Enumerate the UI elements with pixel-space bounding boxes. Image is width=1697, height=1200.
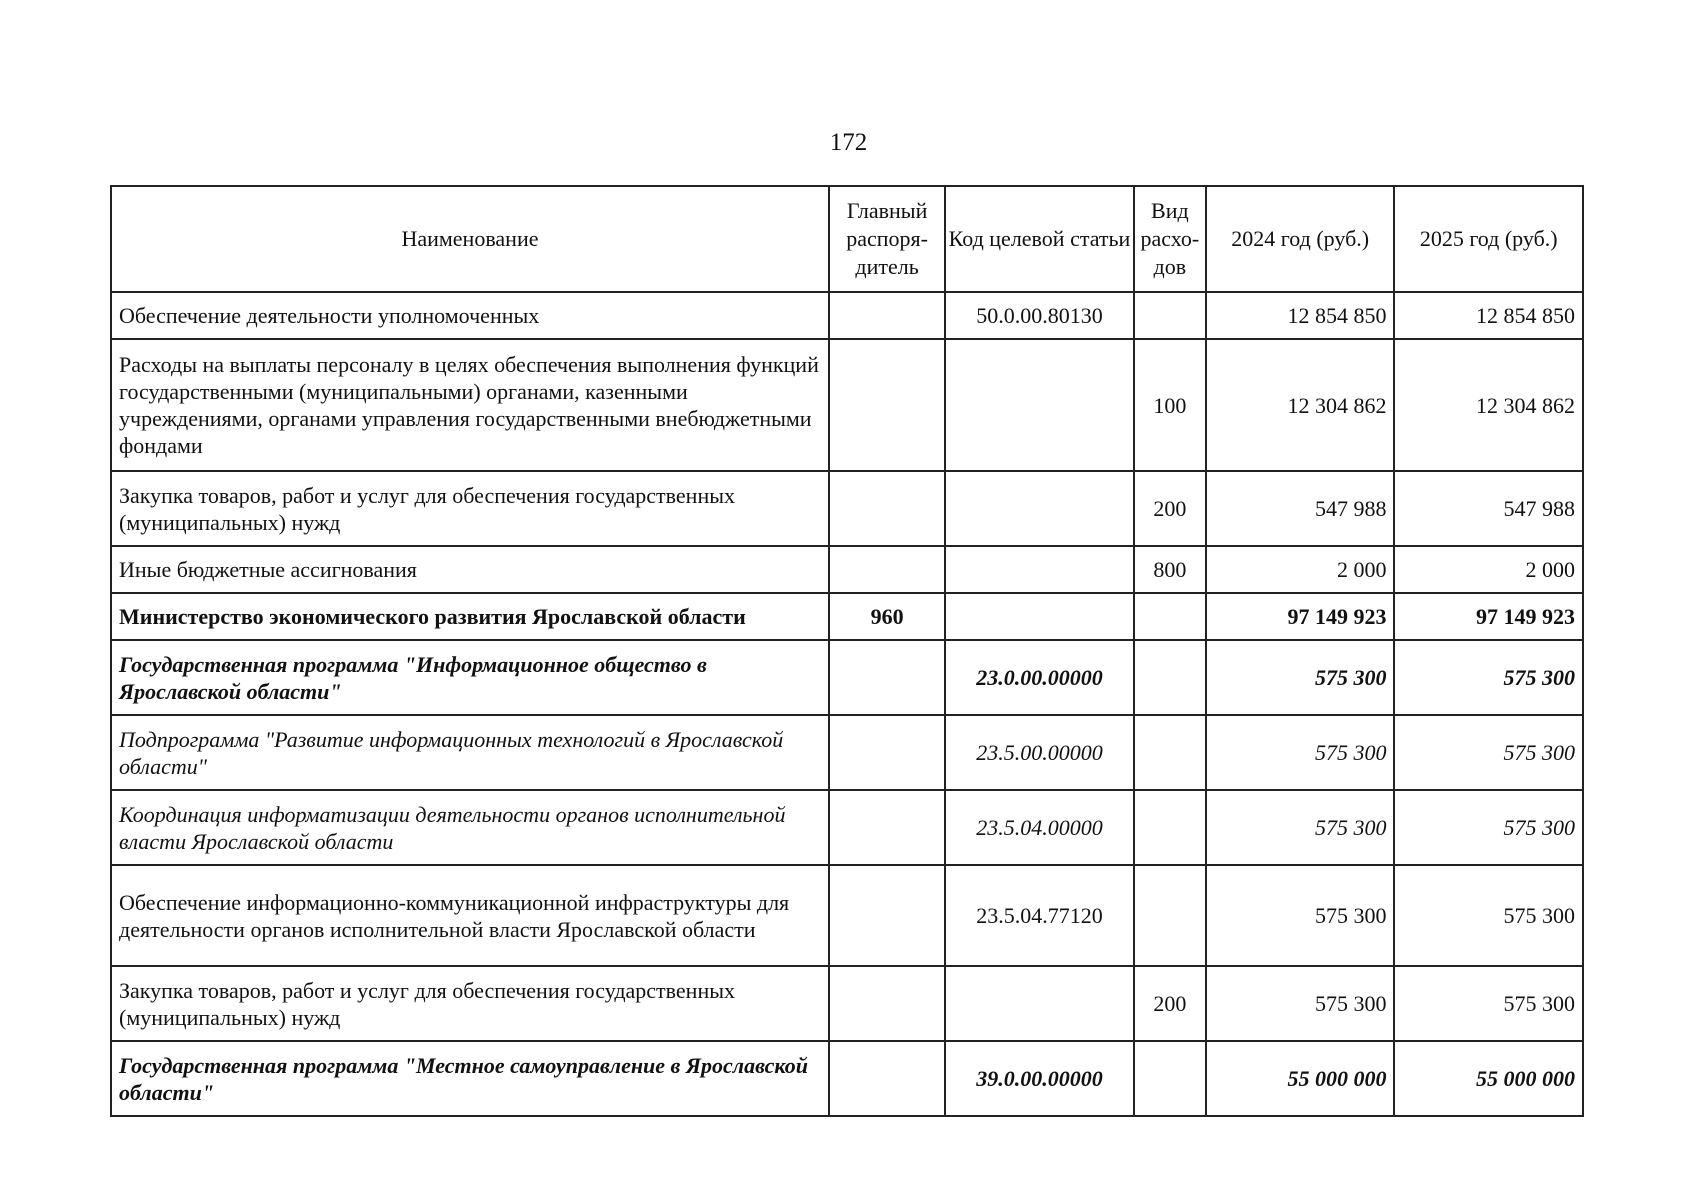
cell-year-2024: 97 149 923 (1206, 593, 1395, 640)
cell-year-2025: 97 149 923 (1394, 593, 1583, 640)
cell-expense-type: 100 (1134, 339, 1206, 471)
cell-year-2025: 575 300 (1394, 790, 1583, 865)
cell-name: Координация информатизации деятельности органов исполнительной власти Ярославской области (111, 790, 829, 865)
table-row (111, 593, 1583, 640)
cell-expense-type: 200 (1134, 471, 1206, 546)
table-row (111, 546, 1583, 593)
cell-main-manager (829, 546, 945, 593)
cell-name: Обеспечение деятельности уполномоченных (111, 292, 829, 339)
header-expense-type: Вид расхо-дов (1134, 186, 1206, 292)
cell-year-2024: 12 304 862 (1206, 339, 1395, 471)
cell-year-2025: 55 000 000 (1394, 1041, 1583, 1116)
table-row (111, 471, 1583, 546)
cell-expense-type (1134, 715, 1206, 790)
header-year-2025: 2025 год (руб.) (1394, 186, 1583, 292)
cell-year-2024: 575 300 (1206, 966, 1395, 1041)
cell-target-code (945, 593, 1134, 640)
budget-table (110, 185, 1584, 1117)
cell-name: Закупка товаров, работ и услуг для обеспечения государственных (муниципальных) нужд (111, 966, 829, 1041)
header-year-2024: 2024 год (руб.) (1206, 186, 1395, 292)
cell-expense-type (1134, 790, 1206, 865)
cell-target-code: 23.5.04.00000 (945, 790, 1134, 865)
cell-year-2024: 575 300 (1206, 865, 1395, 966)
cell-target-code (945, 966, 1134, 1041)
cell-year-2025: 575 300 (1394, 715, 1583, 790)
header-target-code: Код целевой статьи (945, 186, 1134, 292)
header-name: Наименование (111, 186, 829, 292)
cell-target-code (945, 339, 1134, 471)
cell-target-code: 39.0.00.00000 (945, 1041, 1134, 1116)
cell-year-2024: 575 300 (1206, 715, 1395, 790)
cell-name: Обеспечение информационно-коммуникационной инфраструктуры для деятельности органов исполнительной власти Ярославской области (111, 865, 829, 966)
cell-year-2025: 12 304 862 (1394, 339, 1583, 471)
cell-name: Закупка товаров, работ и услуг для обеспечения государственных (муниципальных) нужд (111, 471, 829, 546)
page-number: 172 (829, 129, 868, 156)
cell-target-code: 23.0.00.00000 (945, 640, 1134, 715)
cell-main-manager (829, 865, 945, 966)
cell-main-manager (829, 966, 945, 1041)
cell-main-manager (829, 715, 945, 790)
cell-year-2025: 575 300 (1394, 966, 1583, 1041)
table-row (111, 640, 1583, 715)
cell-year-2025: 547 988 (1394, 471, 1583, 546)
cell-year-2024: 12 854 850 (1206, 292, 1395, 339)
cell-main-manager (829, 790, 945, 865)
cell-main-manager (829, 1041, 945, 1116)
cell-target-code: 50.0.00.80130 (945, 292, 1134, 339)
table-row (111, 1041, 1583, 1116)
table-row (111, 865, 1583, 966)
cell-main-manager (829, 292, 945, 339)
cell-expense-type (1134, 865, 1206, 966)
cell-expense-type (1134, 640, 1206, 715)
cell-target-code: 23.5.00.00000 (945, 715, 1134, 790)
cell-year-2025: 575 300 (1394, 640, 1583, 715)
table-row (111, 966, 1583, 1041)
cell-expense-type (1134, 1041, 1206, 1116)
cell-year-2024: 55 000 000 (1206, 1041, 1395, 1116)
cell-name: Иные бюджетные ассигнования (111, 546, 829, 593)
cell-target-code (945, 546, 1134, 593)
cell-name: Подпрограмма "Развитие информационных технологий в Ярославской области" (111, 715, 829, 790)
cell-main-manager (829, 339, 945, 471)
cell-name: Расходы на выплаты персоналу в целях обеспечения выполнения функций государственными (муниципальными) органами, казенными учреждениями, органами управления государственными внебюджетными фондами (111, 339, 829, 471)
table-body (111, 292, 1583, 1116)
cell-year-2024: 575 300 (1206, 790, 1395, 865)
table-header-row (111, 186, 1583, 292)
cell-year-2025: 12 854 850 (1394, 292, 1583, 339)
cell-name: Министерство экономического развития Ярославской области (111, 593, 829, 640)
header-main-manager: Главный распоря-дитель (829, 186, 945, 292)
table-row (111, 790, 1583, 865)
table-row (111, 715, 1583, 790)
cell-year-2024: 547 988 (1206, 471, 1395, 546)
cell-expense-type (1134, 593, 1206, 640)
cell-year-2025: 2 000 (1394, 546, 1583, 593)
cell-main-manager (829, 640, 945, 715)
cell-name: Государственная программа "Местное самоуправление в Ярославской области" (111, 1041, 829, 1116)
cell-name: Государственная программа "Информационное общество в Ярославской области" (111, 640, 829, 715)
cell-main-manager: 960 (829, 593, 945, 640)
cell-expense-type (1134, 292, 1206, 339)
cell-year-2024: 575 300 (1206, 640, 1395, 715)
cell-target-code: 23.5.04.77120 (945, 865, 1134, 966)
table-row (111, 339, 1583, 471)
cell-expense-type: 200 (1134, 966, 1206, 1041)
cell-year-2025: 575 300 (1394, 865, 1583, 966)
cell-target-code (945, 471, 1134, 546)
cell-expense-type: 800 (1134, 546, 1206, 593)
cell-year-2024: 2 000 (1206, 546, 1395, 593)
cell-main-manager (829, 471, 945, 546)
table-row (111, 292, 1583, 339)
